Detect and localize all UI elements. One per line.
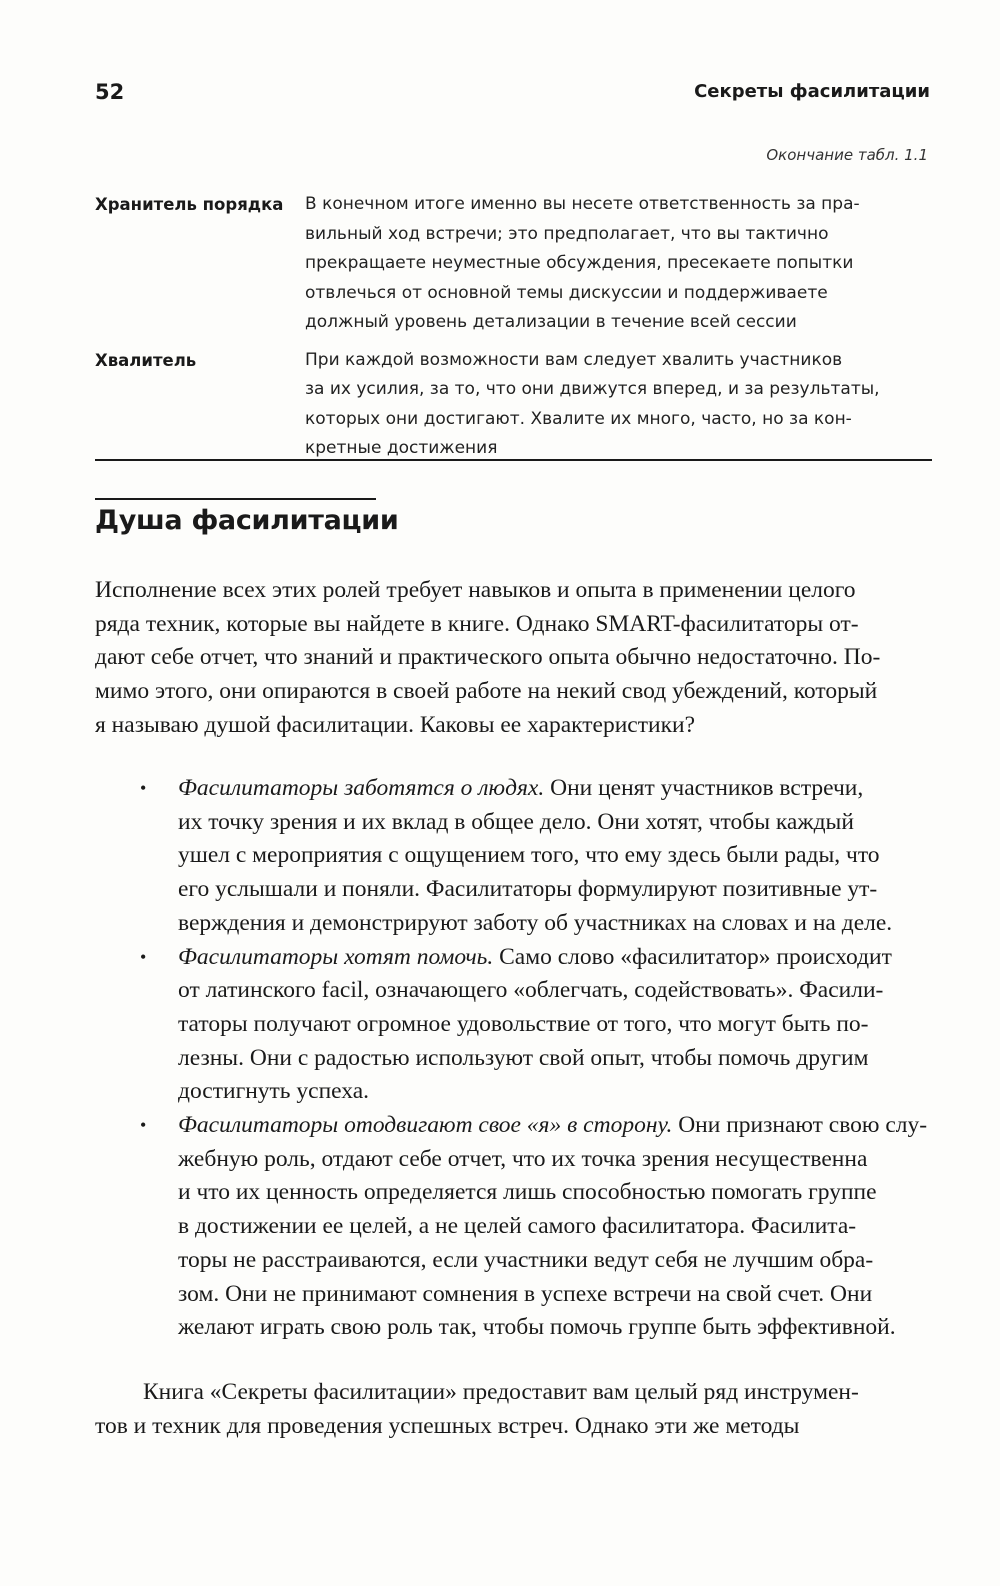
paragraph-line: Книга «Секреты фасилитации» предоставит вам целый ряд инструмен-	[143, 1379, 859, 1405]
bullet-line: в достижении ее целей, а не целей самого фасилитатора. Фасилита-	[178, 1213, 857, 1240]
bullet-marker: •	[140, 778, 147, 798]
paragraph-line: Исполнение всех этих ролей требует навыков и опыта в применении целого	[95, 577, 856, 603]
bullet-line: жебную роль, отдают себе отчет, что их точка зрения несущественна	[178, 1145, 868, 1172]
section-rule	[95, 498, 376, 500]
table-bottom-rule	[95, 459, 932, 461]
table-caption: Окончание табл. 1.1	[766, 146, 928, 164]
paragraph-line: дают себе отчет, что знаний и практического опыта обычно недостаточно. По-	[95, 644, 881, 671]
list-item	[140, 941, 940, 1110]
section-title: Душа фасилитации	[95, 505, 399, 536]
paragraph-line: я называю душой фасилитации. Каковы ее характеристики?	[95, 711, 695, 738]
description-line: кретные достижения	[305, 438, 498, 458]
bullet-marker: •	[140, 1115, 147, 1136]
bullet-line: зом. Они не принимают сомнения в успехе встречи на свой счет. Они	[178, 1280, 873, 1307]
paragraph-line: тов и техник для проведения успешных встреч. Однако эти же методы	[95, 1412, 800, 1439]
role-term: Хранитель порядка	[95, 195, 284, 214]
table-row	[95, 190, 932, 338]
bullet-line: от латинского facil, означающего «облегчать, содействовать». Фасили-	[178, 977, 884, 1004]
bullet-text: Они ценят участников встречи,	[544, 775, 864, 801]
page-number: 52	[95, 80, 125, 104]
bullet-line: его услышали и поняли. Фасилитаторы формулируют позитивные ут-	[178, 876, 878, 903]
bullet-line: их точку зрения и их вклад в общее дело. Они хотят, чтобы каждый	[178, 808, 854, 835]
role-description	[305, 190, 932, 338]
bullet-line: желают играть свою роль так, чтобы помочь группе быть эффективной.	[178, 1314, 896, 1341]
description-line: должный уровень детализации в течение всей сессии	[305, 312, 797, 332]
bullet-line: достигнуть успеха.	[178, 1078, 370, 1105]
bullet-line: торы не расстраиваются, если участники ведут себя не лучшим обра-	[178, 1246, 874, 1273]
bullet-lead: Фасилитаторы отодвигают свое «я» в сторону.	[178, 1112, 673, 1139]
roles-table	[95, 190, 932, 472]
closing-paragraph	[95, 1376, 940, 1443]
description-line: отвлечься от основной темы дискуссии и поддерживаете	[305, 282, 828, 303]
description-line: за их усилия, за то, что они движутся вперед, и за результаты,	[305, 379, 880, 399]
bullet-lead: Фасилитаторы хотят помочь.	[178, 943, 494, 970]
role-term: Хвалитель	[95, 350, 197, 370]
description-line: вильный ход встречи; это предполагает, что вы тактично	[305, 223, 829, 244]
description-line: В конечном итоге именно вы несете ответственность за пра-	[305, 194, 860, 214]
paragraph-line: мимо этого, они опираются в своей работе на некий свод убеждений, который	[95, 678, 878, 705]
description-line: прекращаете неуместные обсуждения, пресекаете попытки	[305, 253, 854, 273]
bullet-list	[140, 772, 940, 1345]
bullet-line: таторы получают огромное удовольствие от того, что могут быть по-	[178, 1010, 869, 1037]
role-description	[305, 346, 932, 464]
list-item	[140, 1109, 940, 1345]
bullet-line: верждения и демонстрируют заботу об участниках на словах и на деле.	[178, 909, 893, 936]
bullet-line: лезны. Они с радостью используют свой опыт, чтобы помочь другим	[178, 1044, 869, 1071]
bullet-text: Они признают свою слу-	[672, 1112, 928, 1139]
bullet-text: Само слово «фасилитатор» происходит	[493, 943, 892, 970]
table-row	[95, 346, 932, 464]
running-title: Секреты фасилитации	[694, 81, 930, 102]
paragraph-line: ряда техник, которые вы найдете в книге. Однако SMART-фасилитаторы от-	[95, 610, 859, 637]
bullet-line: и что их ценность определяется лишь способностью помогать группе	[178, 1179, 877, 1206]
bullet-lead: Фасилитаторы заботятся о людях.	[178, 775, 545, 801]
bullet-line: ушел с мероприятия с ощущением того, что ему здесь были рады, что	[178, 842, 880, 869]
intro-paragraph	[95, 574, 940, 743]
description-line: которых они достигают. Хвалите их много, часто, но за кон-	[305, 408, 852, 429]
bullet-marker: •	[140, 946, 147, 967]
description-line: При каждой возможности вам следует хвалить участников	[305, 349, 843, 370]
list-item	[140, 772, 940, 941]
